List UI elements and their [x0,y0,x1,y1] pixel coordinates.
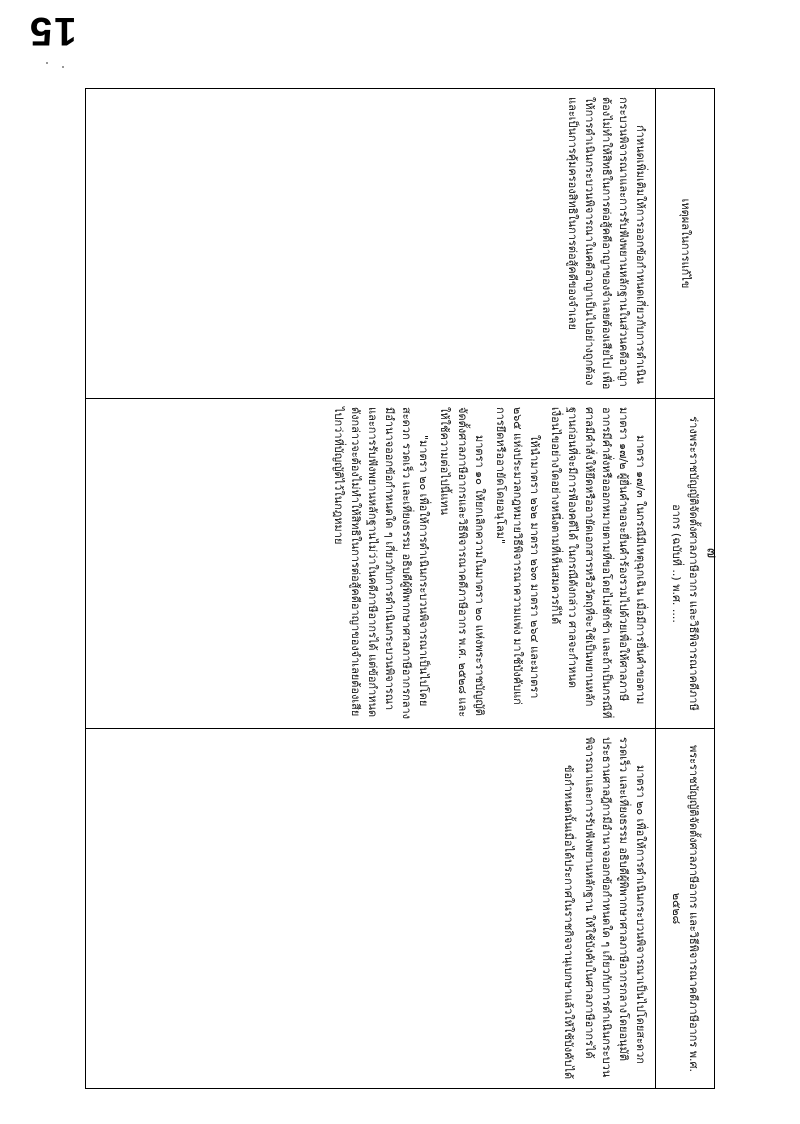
reason-cell [86,89,656,399]
handwritten-page-label: 15 [28,9,77,53]
rotated-table-container [85,88,715,1088]
draft-cell [86,399,656,729]
draft-paragraph: "มาตรา ๒๐ เพื่อให้การดำเนินกระบวนพิจารณาเป็นไปโดยสะดวก รวดเร็ว และเที่ยงธรรม อธิบดีผู้พิพากษาศาลภาษีอากรกลางมีอำนาจออกข้อกำหนดใด ๆ เกี่ยวกับการดำเนินกระบวนพิจารณาและการรับฟังพยานหลักฐานไม่ว่าในคดีภาษีอากรได้ แต่ข้อกำหนดดังกล่าวจะต้องไม่ทำให้สิทธิในการต่อสู้คดีอาญาของจำเลยต้องเสียไปกว่าที่บัญญัติไว้ในกฎหมาย [332,407,431,720]
header-draft: ร่างพระราชบัญญัติจัดตั้งศาลภาษีอากร และวิธีพิจารณาคดีภาษีอากร (ฉบับที่ ..) พ.ศ. .... [656,399,715,729]
header-reason: เหตุผลในการแก้ไข [656,89,715,399]
scan-speck [62,66,64,68]
page-number: ๗ [703,547,720,559]
table-header-row [656,89,715,1089]
current-paragraph: ข้อกำหนดนั้นเมื่อได้ประกาศในราชกิจจานุเบกษาแล้วให้ใช้บังคับได้ [561,765,575,1080]
draft-paragraph: มาตรา ๑๐ ให้ยกเลิกความในมาตรา ๒๐ แห่งพระราชบัญญัติจัดตั้งศาลภาษีอากรและวิธีพิจารณาคดีภาษีอากร พ.ศ. ๒๕๒๘ และให้ใช้ความต่อไปนี้แทน [438,407,486,718]
reason-paragraph: กำหนดเพิ่มเติมให้การออกข้อกำหนดเกี่ยวกับการดำเนินกระบวนพิจารณาและการรับฟังพยานหลักฐานในส่วนคดีอาญาต้องไม่ทำให้สิทธิในการต่อสู้คดีอาญาของจำเลยต้องเสียไป เพื่อให้การดำเนินกระบวนพิจารณาในคดีอาญาเป็นไปอย่างถูกต้องและเป็นการคุ้มครองสิทธิในการต่อสู้คดีของจำเลย [565,97,647,390]
comparison-table [85,88,715,1089]
header-current: พระราชบัญญัติจัดตั้งศาลภาษีอากร และวิธีพิจารณาคดีภาษีอากร พ.ศ. ๒๕๒๘ [656,729,715,1089]
draft-paragraph: ให้นำมาตรา ๒๖๒ มาตรา ๒๖๓ มาตรา ๒๖๔ และมาตรา ๒๖๕ แห่งประมวลกฎหมายวิธีพิจารณาความแพ่ง มาใช้บังคับแก่การยึดหรืออายัดโดยอนุโลม" [493,407,541,705]
draft-paragraph: มาตรา ๑๗/๓ ในกรณีมีเหตุฉุกเฉิน เมื่อมีการยื่นคำขอตามมาตรา ๑๗/๒ ผู้ยื่นคำขอจะยื่นคำร้องรวมไปด้วยเพื่อให้ศาลภาษีอากรมีคำสั่งหรือออกหมายตามที่ขอโดยไม่ชักช้า และถ้าเป็นกรณีที่ศาลมีคำสั่งให้ยึดหรืออายัดเอกสารหรือวัตถุที่จะใช้เป็นพยานหลักฐานก่อนที่จะมีการฟ้องคดีได้ ในกรณีดังกล่าว ศาลจะกำหนดเงื่อนไขอย่างใดอย่างหนึ่งตามที่เห็นสมควรก็ได้ [548,407,647,719]
table-body-row [86,89,656,1089]
current-paragraph: มาตรา ๒๐ เพื่อให้การดำเนินกระบวนพิจารณาเป็นไปโดยสะดวกรวดเร็ว และเที่ยงธรรม อธิบดีผู้พิพากษาศาลภาษีอากรกลางโดยอนุมัติประธานศาลฎีกามีอำนาจออกข้อกำหนดใด ๆ เกี่ยวกับการดำเนินกระบวนพิจารณาและการรับฟังพยานหลักฐาน ให้ใช้บังคับในศาลภาษีอากรได้ [582,737,647,1078]
current-cell [86,729,656,1089]
scan-speck [46,62,48,64]
